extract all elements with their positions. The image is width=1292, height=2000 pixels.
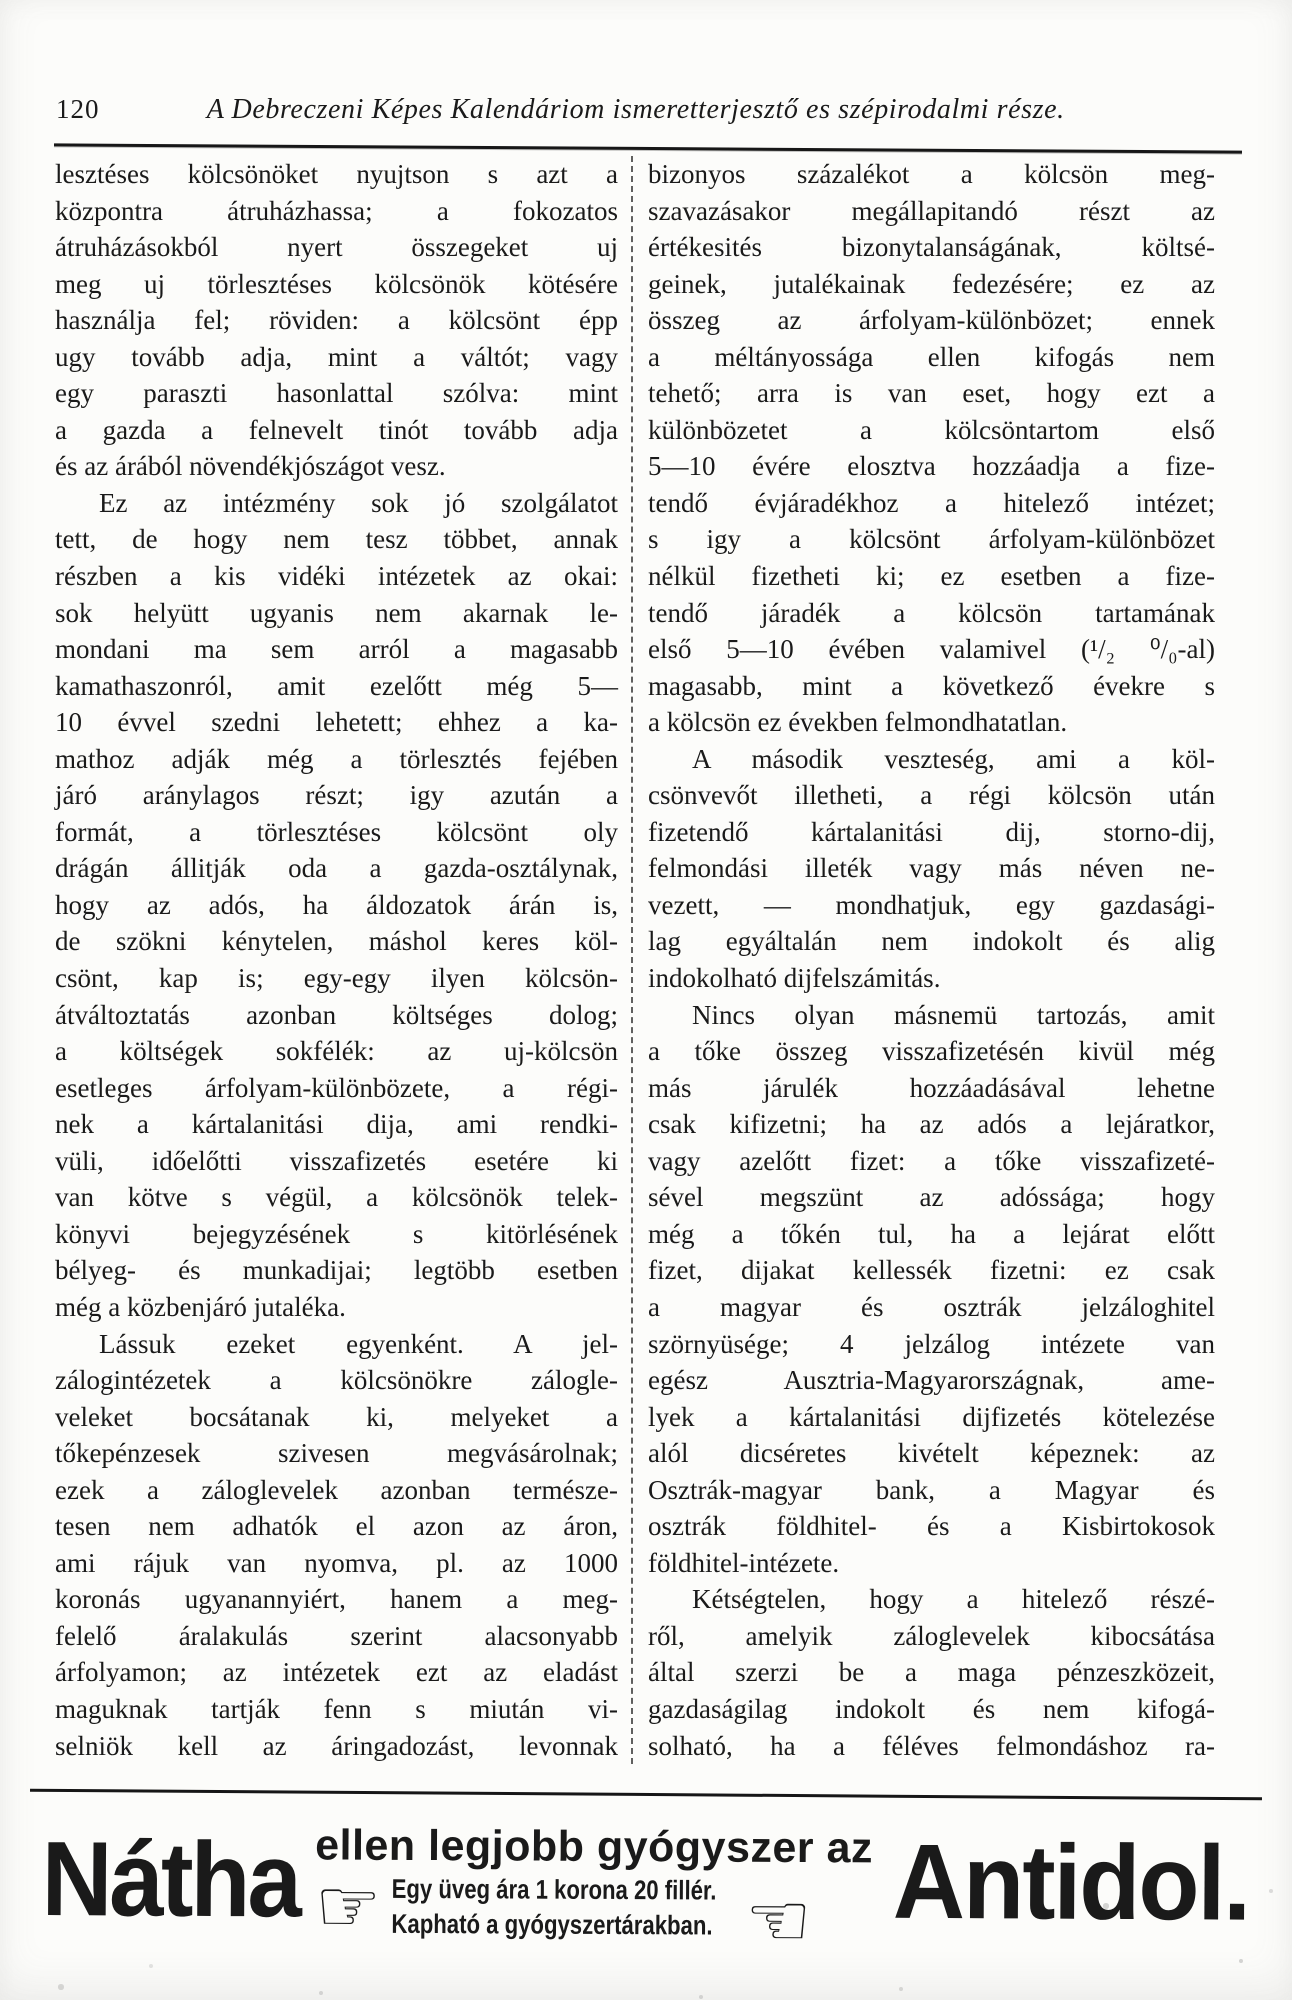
text-line: hogy az adós, ha áldozatok árán is, (55, 889, 618, 920)
text-line: felelő áralakulás szerint alacsonyabb (55, 1620, 618, 1651)
text-line: nek a kártalanitási dija, ami rendki- (55, 1109, 618, 1140)
text-line: felmondási illeték vagy más néven ne- (648, 853, 1215, 884)
text-line: ezek a záloglevelek azonban természe- (55, 1474, 618, 1505)
text-line: vagy azelőtt fizet: a tőke visszafizeté- (648, 1145, 1215, 1176)
text-line: bizonyos százalékot a kölcsön meg- (648, 159, 1215, 189)
article-column-right (648, 156, 1215, 1764)
text-line: selniök kell az áringadozást, levonnak (55, 1730, 618, 1761)
page-number: 120 (56, 94, 100, 124)
text-line: drágán állitják oda a gazda-osztálynak, (55, 853, 618, 884)
ad-product-name: Antidol. (892, 1822, 1250, 1943)
text-line: A második veszteség, ami a köl- (692, 743, 1215, 774)
text-line: még a közbenjáró jutaléka. (55, 1291, 346, 1322)
text-line: a méltányossága ellen kifogás nem (648, 341, 1215, 372)
ad-availability-line: Kapható a gyógyszertárakban. (391, 1909, 713, 1941)
text-line: ugy tovább adja, mint a váltót; vagy (55, 341, 618, 372)
text-line: solható, ha a féléves felmondáshoz ra- (648, 1730, 1215, 1761)
text-line: különbözetet a kölcsöntartom első (648, 414, 1215, 445)
text-line: van kötve s végül, a kölcsönök telek- (55, 1182, 618, 1213)
ad-detail-lines (391, 1872, 717, 1944)
text-line: lyek a kártalanitási dijfizetés kötelezése (648, 1401, 1215, 1432)
text-line: s igy a kölcsönt árfolyam-különbözet (648, 524, 1215, 555)
text-line: esetleges árfolyam-különbözete, a régi- (55, 1072, 618, 1103)
text-line: a gazda a felnevelt tinót tovább adja (55, 414, 618, 445)
running-title: A Debreczeni Képes Kalendáriom ismeretterjesztő es szépirodalmi része. (206, 94, 1065, 125)
text-line: tőkepénzesek szivesen megvásárolnak; (55, 1438, 618, 1469)
text-line: tendő évjáradékhoz a hitelező intézet; (648, 487, 1215, 518)
text-line: átváltoztatás azonban költséges dolog; (55, 999, 618, 1030)
text-line: a magyar és osztrák jelzáloghitel (648, 1291, 1215, 1322)
manicule-right-pointing-hand-icon: ☞ (314, 1863, 382, 1950)
text-line: tehető; arra is van eset, hogy ezt a (648, 378, 1215, 409)
text-line: mathoz adják még a törlesztés fejében (55, 743, 618, 774)
text-line: Lássuk ezeket egyenként. A jel- (99, 1328, 618, 1359)
text-line: alól dicséretes kivételt képeznek: az (648, 1438, 1215, 1469)
text-line: egy paraszti hasonlattal szólva: mint (55, 378, 618, 409)
article-column-left (55, 156, 618, 1764)
text-line: használja fel; röviden: a kölcsönt épp (55, 305, 618, 336)
text-line: első 5—10 évében valamivel (¹/₂ ⁰/₀-al) (648, 634, 1215, 665)
text-line: a kölcsön ez években felmondhatatlan. (648, 707, 1068, 738)
text-line: Ez az intézmény sok jó szolgálatot (99, 487, 618, 518)
text-line: csönt, kap is; egy-egy ilyen kölcsön- (55, 963, 618, 994)
text-line: indokolható dijfelszámitás. (648, 963, 941, 994)
text-line: egész Ausztria-Magyarországnak, ame- (648, 1365, 1215, 1396)
text-line: 5—10 évére elosztva hozzáadja a fize- (648, 451, 1215, 482)
text-line: sével megszünt az adóssága; hogy (648, 1182, 1215, 1213)
scan-noise-speckles (0, 0, 2, 2)
text-line: Kétségtelen, hogy a hitelező részé- (692, 1584, 1215, 1615)
text-line: gazdaságilag indokolt és nem kifogá- (648, 1693, 1215, 1724)
text-line: ami rájuk van nyomva, pl. az 1000 (55, 1547, 618, 1578)
text-line: sok helyütt ugyanis nem akarnak le- (55, 597, 618, 628)
text-line: összeg az árfolyam-különbözet; ennek (648, 305, 1215, 336)
text-line: földhitel-intézete. (648, 1547, 840, 1578)
text-line: fizet, dijakat kellessék fizetni: ez csak (648, 1255, 1215, 1286)
text-line: bélyeg- és munkadijai; legtöbb esetben (55, 1255, 618, 1286)
text-line: csak kifizetni; ha az adós a lejáratkor, (648, 1109, 1215, 1140)
text-line: által szerzi be a maga pénzeszközeit, (648, 1657, 1215, 1688)
text-line: mondani ma sem arról a magasabb (55, 634, 618, 665)
ad-ailment-word: Nátha (41, 1818, 300, 1940)
text-line: más járulék hozzáadásával lehetne (648, 1072, 1215, 1103)
text-line: meg uj törlesztéses kölcsönök kötésére (55, 268, 618, 299)
text-line: formát, a törlesztéses kölcsönt oly (55, 816, 618, 847)
text-line: magasabb, mint a következő évekre s (648, 670, 1215, 701)
ad-headline: ellen legjobb gyógyszer az (315, 1821, 874, 1873)
text-line: tett, de hogy nem tesz többet, annak (55, 524, 618, 555)
text-line: központra átruházhassa; a fokozatos (55, 195, 618, 226)
text-line: és az árából növendékjószágot vesz. (55, 451, 446, 482)
column-divider (631, 156, 633, 1764)
text-line: járó aránylagos részt; igy azután a (55, 780, 618, 811)
text-line: maguknak tartják fenn s miután vi- (55, 1693, 618, 1724)
text-line: zálogintézetek a kölcsönökre zálogle- (55, 1365, 618, 1396)
text-line: koronás ugyanannyiért, hanem a meg- (55, 1584, 618, 1615)
text-line: átruházásokból nyert összegeket uj (55, 232, 618, 263)
header-rule (54, 143, 1242, 153)
text-line: szavazásakor megállapitandó részt az (648, 195, 1215, 226)
text-line: részben a kis vidéki intézetek az okai: (55, 561, 618, 592)
text-line: vüli, időelőtti visszafizetés esetére ki (55, 1145, 618, 1176)
text-line: veleket bocsátanak ki, melyeket a (55, 1401, 618, 1432)
ad-price-line: Egy üveg ára 1 korona 20 fillér. (391, 1873, 717, 1906)
text-line: Nincs olyan másnemü tartozás, amit (692, 999, 1215, 1030)
text-line: tesen nem adhatók el azon az áron, (55, 1511, 618, 1542)
manicule-left-pointing-hand-icon: ☜ (744, 1877, 812, 1965)
text-line: még a tőkén tul, ha a lejárat előtt (648, 1218, 1215, 1249)
text-line: Osztrák-magyar bank, a Magyar és (648, 1474, 1215, 1505)
text-line: nélkül fizetheti ki; ez esetben a fize- (648, 561, 1215, 592)
text-line: a tőke összeg visszafizetésén kivül még (648, 1036, 1215, 1067)
text-line: lesztéses kölcsönöket nyujtson s azt a (55, 159, 618, 189)
ad-middle-block (314, 1821, 890, 1965)
text-line: értékesités bizonytalanságának, költsé- (648, 232, 1215, 263)
text-line: ről, amelyik záloglevelek kibocsátása (648, 1620, 1215, 1651)
text-line: szörnyüsége; 4 jelzálog intézete van (648, 1328, 1215, 1359)
text-line: csönvevőt illetheti, a régi kölcsön után (648, 780, 1215, 811)
text-line: árfolyamon; az intézetek ezt az eladást (55, 1657, 618, 1688)
article-body (55, 156, 1215, 1764)
advertisement (41, 1818, 1254, 1965)
page-header (56, 94, 1242, 126)
text-line: a költségek sokfélék: az uj-kölcsön (55, 1036, 618, 1067)
text-line: vezett, — mondhatjuk, egy gazdasági- (648, 889, 1215, 920)
text-line: osztrák földhitel- és a Kisbirtokosok (648, 1511, 1215, 1542)
text-line: de szökni kénytelen, máshol keres köl- (55, 926, 618, 957)
footer-rule (30, 1789, 1262, 1801)
text-line: tendő járadék a kölcsön tartamának (648, 597, 1215, 628)
text-line: geinek, jutalékainak fedezésére; ez az (648, 268, 1215, 299)
text-line: kamathaszonról, amit ezelőtt még 5— (55, 670, 618, 701)
text-line: könyvi bejegyzésének s kitörlésének (55, 1218, 618, 1249)
text-line: 10 évvel szedni lehetett; ehhez a ka- (55, 707, 618, 738)
ad-detail-row (314, 1863, 889, 1965)
text-line: fizetendő kártalanitási dij, storno-dij, (648, 816, 1215, 847)
text-line: lag egyáltalán nem indokolt és alig (648, 926, 1215, 957)
